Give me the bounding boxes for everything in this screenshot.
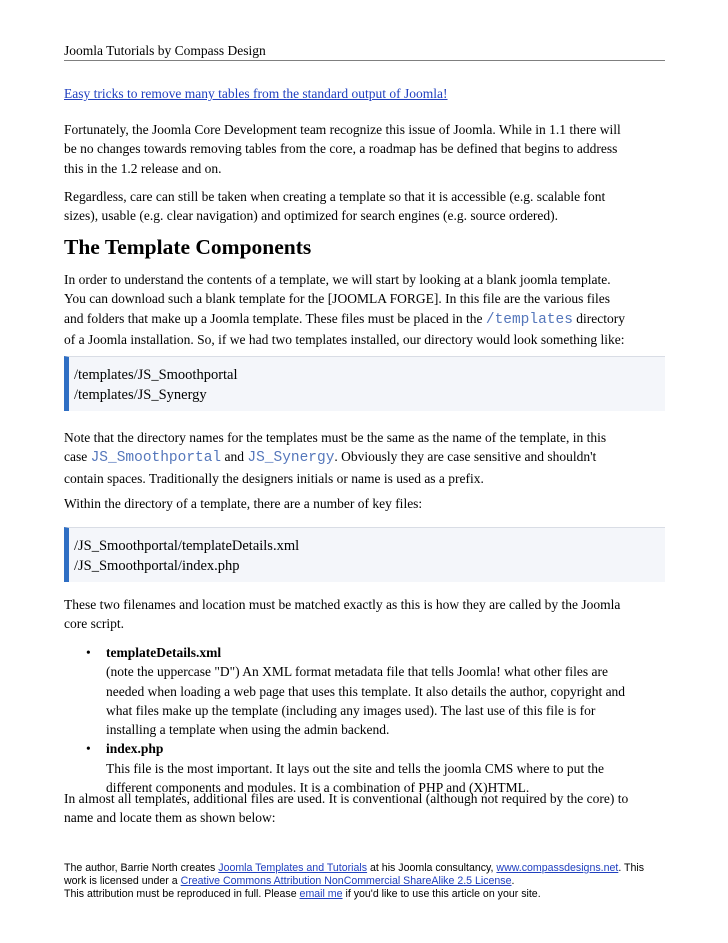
paragraph-roadmap [64,120,665,178]
text-segment: at his Joomla consultancy, [367,862,497,874]
text-segment: . [511,875,515,887]
code-line: /templates/JS_Synergy [74,387,207,403]
code-block-key-files [64,527,665,582]
footer-link-website[interactable]: www.compassdesigns.net [496,862,619,874]
text-line: (note the uppercase "D") An XML format metadata file that tells Joomla! what other files are [106,664,608,680]
list-item-templatedetails [64,643,665,739]
text-segment: . This [618,862,645,874]
text-line: In almost all templates, additional files are used. It is conventional (although not required by the core) to [64,791,629,806]
text-line: Fortunately, the Joomla Core Development team recognize this issue of Joomla. While in 1.1 there will [64,122,621,137]
text-line: installing a template when using the admin backend. [106,722,390,738]
text-line: This file is the most important. It lays out the site and tells the joomla CMS where to put the [106,760,604,776]
key-files-list [64,643,665,797]
inline-code-synergy: JS_Synergy [247,450,335,467]
footer-line [64,875,674,888]
text-line: Regardless, care can still be taken when creating a template so that it is accessible (e.g. scalable font [64,189,606,204]
paragraph-template-intro [64,270,665,349]
inline-code-smoothportal: JS_Smoothportal [90,450,222,467]
paragraph-key-files [64,494,665,513]
code-block-directories [64,356,665,411]
text-segment: and folders that make up a Joomla template. These files must be placed in the [64,310,486,326]
text-segment: if you'd like to use this article on your site. [342,888,541,900]
paragraph-filenames [64,595,665,634]
text-segment: This attribution must be reproduced in full. Please [64,888,300,900]
paragraph-directory-names [64,428,665,488]
text-line: name and locate them as shown below: [64,810,276,826]
text-line: You can download such a blank template for the [JOOMLA FORGE]. In this file are the various files [64,291,611,307]
text-line: In order to understand the contents of a template, we will start by looking at a blank joomla template. [64,272,611,287]
bullet-icon: • [86,645,91,660]
bullet-icon: • [86,741,91,757]
text-line: These two filenames and location must be matched exactly as this is how they are called by the Joomla [64,597,621,612]
text-segment: directory [572,310,625,326]
text-line: be no changes towards removing tables from the core, a roadmap has be defined that begins to address [64,141,618,157]
code-line: /JS_Smoothportal/templateDetails.xml [74,538,300,554]
text-line: contain spaces. Traditionally the designers initials or name is used as a prefix. [64,470,484,486]
paragraph-additional-files [64,789,665,828]
footer-link-license[interactable]: Creative Commons Attribution NonCommercial ShareAlike 2.5 License [180,875,512,887]
text-segment: . Obviously they are case sensitive and shouldn't [334,449,597,465]
footer-line [64,862,674,875]
text-line: core script. [64,616,124,632]
text-line [64,309,665,330]
text-segment: The author, Barrie North creates [64,862,219,874]
text-line: needed when loading a web page that uses this template. It also details the author, copyright and [106,683,626,699]
text-line: sizes), usable (e.g. clear navigation) and optimized for search engines (e.g. source ordered). [64,208,559,224]
text-line: Note that the directory names for the templates must be the same as the name of the template, in this [64,430,607,445]
inline-code-templates: /templates [485,311,573,328]
footer-link-tutorials[interactable]: Joomla Templates and Tutorials [218,862,368,874]
code-line: /JS_Smoothportal/index.php [74,558,240,574]
section-heading: The Template Components [64,235,312,259]
text-line: what files make up the template (including any images used). The last use of this file is for [106,702,596,718]
text-line: this in the 1.2 release and on. [64,160,222,176]
running-header: Joomla Tutorials by Compass Design [64,42,665,61]
text-segment: and [221,449,248,465]
text-line: Within the directory of a template, there are a number of key files: [64,496,423,511]
page-footer [64,862,674,901]
footer-line [64,888,674,901]
intro-link[interactable]: Easy tricks to remove many tables from the standard output of Joomla! [64,86,448,101]
footer-link-email[interactable]: email me [299,888,343,900]
code-line: /templates/JS_Smoothportal [74,367,238,383]
text-line: different components and modules. It is a combination of PHP and (X)HTML. [106,780,530,796]
paragraph-accessibility [64,187,665,226]
list-item-title: index.php [106,741,164,757]
list-item-title: templateDetails.xml [106,645,222,660]
text-segment: work is licensed under a [64,875,181,887]
text-segment: case [64,449,91,465]
text-line [64,447,665,468]
text-line: of a Joomla installation. So, if we had two templates installed, our directory would look something like: [64,331,625,347]
